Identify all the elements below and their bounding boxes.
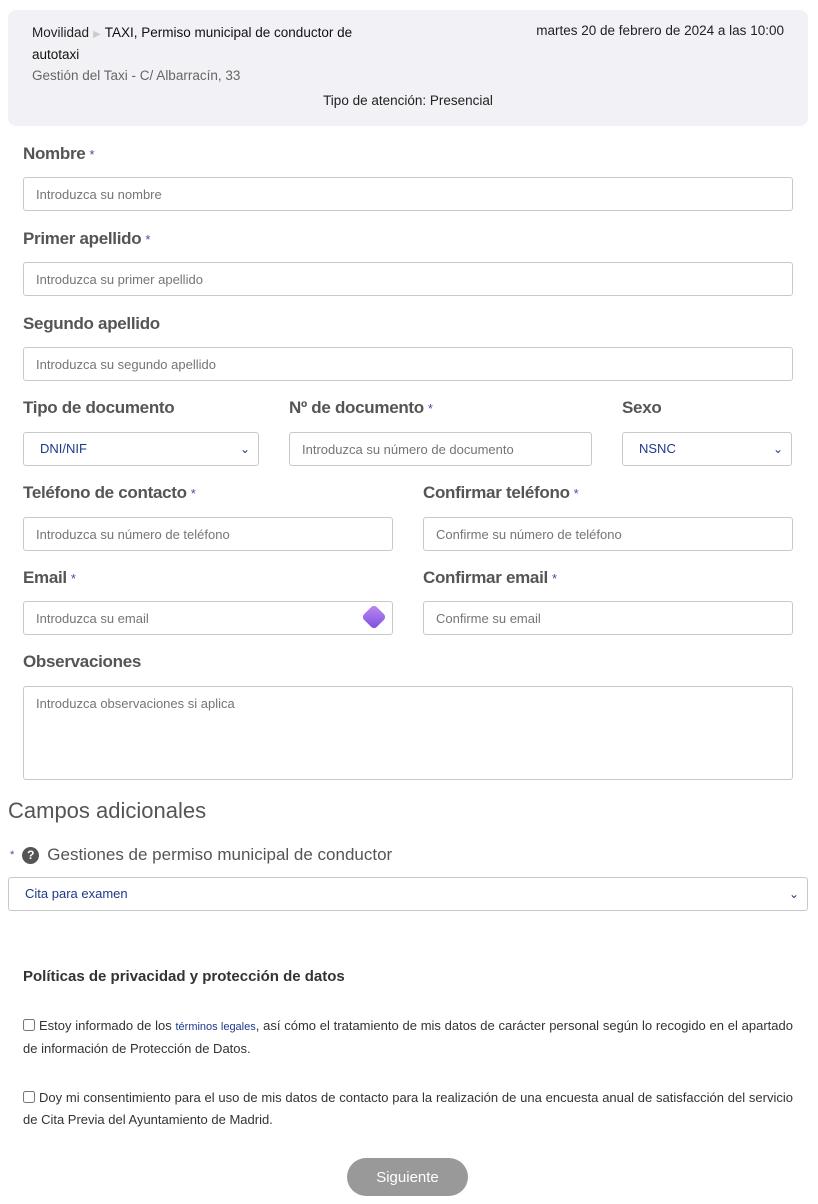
label-text: Primer apellido <box>23 229 142 248</box>
gestiones-label <box>10 845 392 865</box>
time: 10:00 <box>750 23 784 38</box>
appointment-datetime <box>536 23 784 38</box>
email-field <box>23 601 393 635</box>
primer-apellido-input[interactable] <box>23 262 793 296</box>
tipo-documento-select[interactable] <box>23 432 259 466</box>
appointment-summary <box>8 10 808 126</box>
num-documento-input[interactable] <box>289 432 592 466</box>
nombre-label <box>23 144 94 164</box>
time-prefix: a las <box>717 23 747 38</box>
label-text: Teléfono de contacto <box>23 483 187 502</box>
observaciones-textarea[interactable] <box>23 686 793 780</box>
survey-checkbox[interactable] <box>23 1091 35 1103</box>
help-icon[interactable]: ? <box>22 847 39 864</box>
confirmar-email-input[interactable] <box>423 601 793 635</box>
consent-text-cont: , así cómo el tratamiento de mis datos de carácter personal según lo recogido en el apartado de información de Protección de Datos. <box>23 1018 793 1056</box>
selected-value: Cita para examen <box>25 886 128 901</box>
confirmar-telefono-input[interactable] <box>423 517 793 551</box>
num-documento-label <box>289 398 433 418</box>
chevron-down-icon: ⌄ <box>788 887 799 901</box>
required-mark: * <box>89 147 95 162</box>
breadcrumb-separator-icon: ▶ <box>93 29 101 40</box>
sexo-label: Sexo <box>622 398 662 417</box>
label-text: Confirmar email <box>423 568 548 587</box>
label-text: Confirmar teléfono <box>423 483 570 502</box>
required-mark: * <box>10 849 15 861</box>
privacy-heading: Políticas de privacidad y protección de datos <box>23 968 345 985</box>
selected-value: DNI/NIF <box>40 441 87 456</box>
campos-adicionales-heading: Campos adicionales <box>8 798 207 823</box>
email-label <box>23 568 76 588</box>
confirmar-telefono-label <box>423 483 578 503</box>
required-mark: * <box>573 486 579 501</box>
gestiones-select[interactable] <box>8 877 808 911</box>
label-text: Nº de documento <box>289 398 424 417</box>
breadcrumb-category: Movilidad <box>32 25 90 40</box>
legal-terms-consent <box>23 1015 793 1060</box>
survey-text: Doy mi consentimiento para el uso de mis datos de contacto para la realización de una encuesta anual de satisfacción del servicio de Cita Previa del Ayuntamiento de Madrid. <box>23 1090 793 1127</box>
chevron-down-icon: ⌄ <box>772 442 783 456</box>
telefono-label <box>23 483 195 503</box>
confirmar-email-label <box>423 568 557 588</box>
tipo-documento-label: Tipo de documento <box>23 398 175 417</box>
breadcrumb <box>32 23 382 65</box>
attention-type: Tipo de atención: Presencial <box>323 93 493 108</box>
survey-consent <box>23 1087 793 1131</box>
legal-terms-checkbox[interactable] <box>23 1019 35 1031</box>
required-mark: * <box>551 571 557 586</box>
chevron-down-icon: ⌄ <box>239 442 250 456</box>
telefono-input[interactable] <box>23 517 393 551</box>
email-input[interactable] <box>23 601 393 635</box>
date: martes 20 de febrero de 2024 <box>536 23 715 38</box>
required-mark: * <box>145 232 151 247</box>
label-text: Email <box>23 568 67 587</box>
selected-value: NSNC <box>639 441 676 456</box>
observaciones-label: Observaciones <box>23 652 141 671</box>
nombre-input[interactable] <box>23 177 793 211</box>
required-mark: * <box>427 401 433 416</box>
consent-text: Estoy informado de los <box>39 1018 172 1033</box>
required-mark: * <box>70 571 76 586</box>
label-text: Nombre <box>23 144 86 163</box>
sexo-select[interactable] <box>622 432 792 466</box>
location: Gestión del Taxi - C/ Albarracín, 33 <box>32 68 241 83</box>
legal-terms-link[interactable]: términos legales <box>175 1021 256 1033</box>
segundo-apellido-input[interactable] <box>23 347 793 381</box>
breadcrumb-service: TAXI, Permiso municipal de conductor de autotaxi <box>32 25 353 62</box>
siguiente-button[interactable]: Siguiente <box>347 1158 468 1196</box>
segundo-apellido-label: Segundo apellido <box>23 314 160 333</box>
label-text: Gestiones de permiso municipal de conductor <box>47 845 393 864</box>
required-mark: * <box>190 486 196 501</box>
primer-apellido-label <box>23 229 150 249</box>
